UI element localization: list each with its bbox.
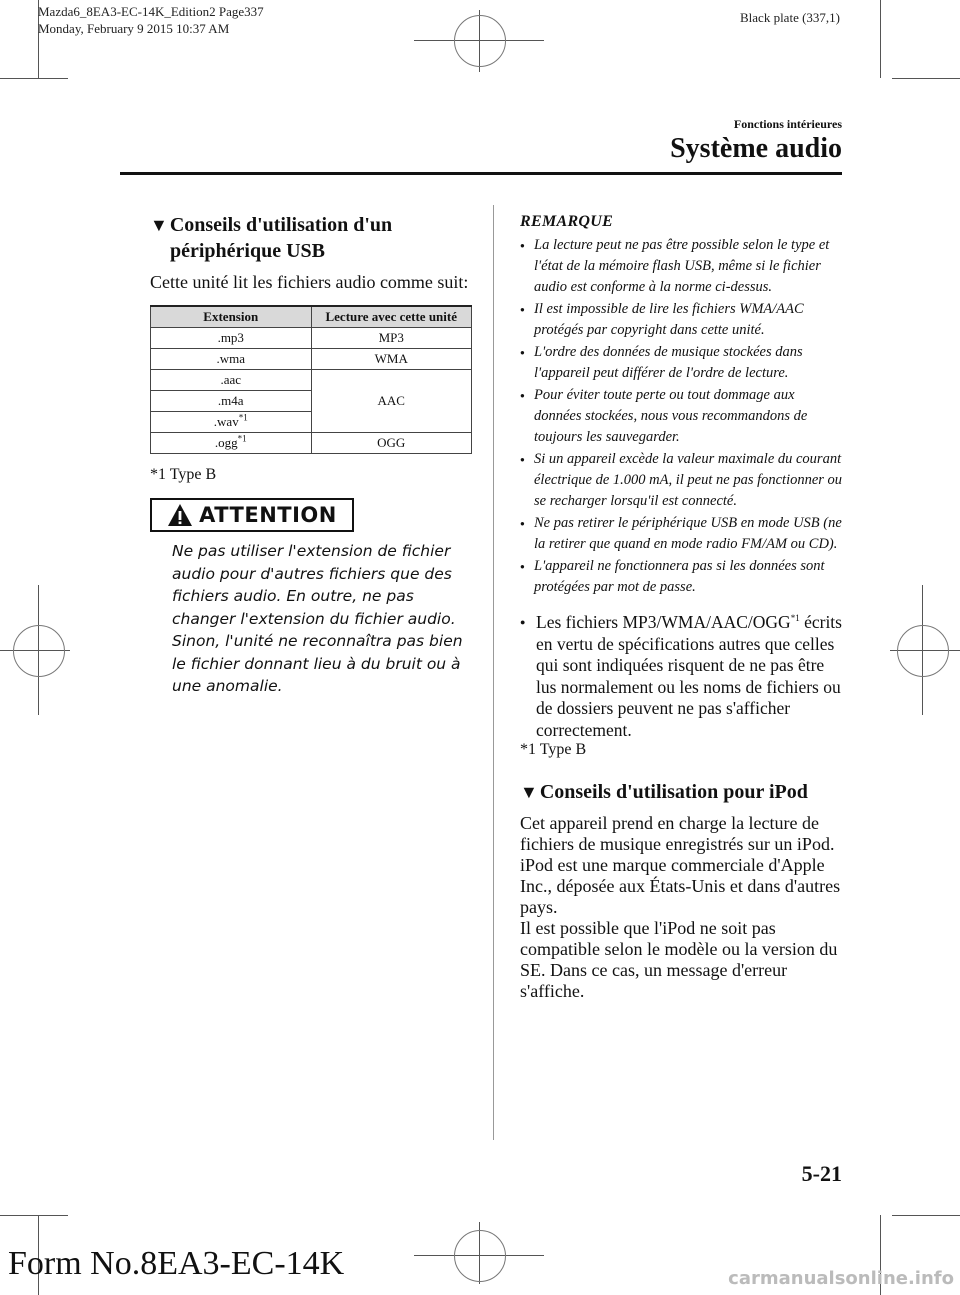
table-cell-format: WMA [311,349,472,370]
print-job-info [38,3,264,37]
table-row [151,328,472,349]
print-job-line2: Monday, February 9 2015 10:37 AM [38,21,230,36]
usb-section-title [150,212,475,264]
table-cell-ext: .m4a [151,391,312,412]
header-title: Système audio [670,133,842,164]
extension-table [150,305,472,454]
table-row [151,349,472,370]
table-row [151,370,472,391]
ipod-section-title [520,779,845,805]
left-column [150,212,475,698]
table-header-extension: Extension [151,306,312,328]
triangle-down-icon: ▼ [150,215,168,235]
ipod-paragraph-3: Il est possible que l'iPod ne soit pas compatible selon le modèle ou la version du SE. Dans ce cas, un message d'erreur s'affiche. [520,918,838,1001]
header-section-label: Fonctions intérieures [733,117,842,131]
ipod-paragraph-2: iPod est une marque commerciale d'Apple Inc., déposée aux États-Unis et dans d'autres pays. [520,855,841,917]
table-cell-format: OGG [311,433,472,454]
list-item: ● L'ordre des données de musique stockées dans l'appareil peut différer de l'ordre de lecture. [520,342,845,384]
table-cell-ext [151,412,312,433]
page-number: 5-21 [801,1161,842,1186]
table-cell-ext: .wma [151,349,312,370]
warning-icon [167,503,193,527]
bullet-lead: Les fichiers MP3/WMA/AAC/OGG [536,612,791,632]
black-plate-label: Black plate (337,1) [740,10,840,25]
list-item: ● La lecture peut ne pas être possible selon le type et l'état de la mémoire flash USB, même si le fichier audio est conforme à la norme ci-dessus. [520,235,845,298]
list-item: ● Il est impossible de lire les fichiers WMA/AAC protégés par copyright dans cette unité. [520,299,845,341]
usb-footnote: *1 Type B [150,466,217,483]
usb-title-line2: périphérique USB [170,240,326,262]
ext-wav: .wav [213,414,239,429]
attention-box [150,498,354,532]
table-cell-ext: .aac [151,370,312,391]
list-item: ● Ne pas retirer le périphérique USB en mode USB (ne la retirer que quand en mode radio FM/AM ou CD). [520,513,845,555]
remark-title: REMARQUE [520,213,614,230]
right-column [520,213,845,1002]
table-cell-format: MP3 [311,328,472,349]
footnote-mark: *1 [790,613,800,624]
list-item: ● Si un appareil excède la valeur maximale du courant électrique de 1.000 mA, il peut ne pas fonctionner ou se recharger lorsqu'il est connecté. [520,449,845,512]
ipod-paragraph-1: Cet appareil prend en charge la lecture de fichiers de musique enregistrés sur un iPod. [520,813,835,854]
table-row [151,433,472,454]
triangle-down-icon: ▼ [520,782,538,802]
file-compat-bullet [520,612,845,741]
attention-text: Ne pas utiliser l'extension de fichier audio pour d'autres fichiers que des fichiers audio. En outre, ne pas changer l'extension du fichier audio. Sinon, l'unité ne reconnaîtra pas bien le fichier donnant lieu à du bruit ou à une anomalie. [172,542,463,695]
list-item: ● L'appareil ne fonctionnera pas si les données sont protégées par mot de passe. [520,556,845,598]
list-item: ● Pour éviter toute perte ou tout dommage aux données stockées, nous vous recommandons de toujours les sauvegarder. [520,385,845,448]
table-cell-ext: .mp3 [151,328,312,349]
attention-title: ATTENTION [199,503,337,527]
remark-list [520,235,845,598]
footnote-mark: *1 [238,412,248,423]
header-rule [120,172,842,175]
site-watermark: carmanualsonline.info [728,1268,954,1289]
usb-intro: Cette unité lit les fichiers audio comme suit: [150,272,469,292]
usb-title-line1: Conseils d'utilisation d'un [169,214,393,236]
print-job-line1: Mazda6_8EA3-EC-14K_Edition2 Page337 [38,4,264,19]
column-divider [493,205,494,1140]
bullet-footnote: *1 Type B [520,741,587,758]
table-cell-ext [151,433,312,454]
ext-ogg: .ogg [214,435,238,450]
table-cell-format: AAC [311,370,472,433]
form-number: Form No.8EA3-EC-14K [8,1245,345,1282]
footnote-mark: *1 [237,433,247,444]
bullet-rest: écrits en vertu de spécifications autres que celles qui sont indiquées risquent de ne pas être lus normalement ou les noms de fichiers ou de dossiers peuvent ne pas s'afficher correctement. [536,612,842,740]
ipod-title-text: Conseils d'utilisation pour iPod [539,781,808,803]
table-header-format: Lecture avec cette unité [311,306,472,328]
